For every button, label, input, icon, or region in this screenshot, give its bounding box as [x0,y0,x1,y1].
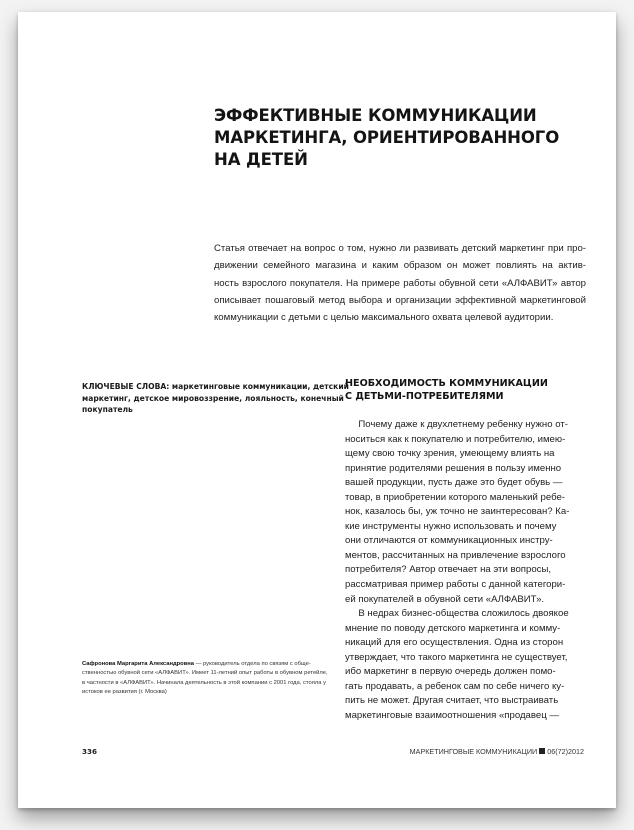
body-line: ибо маркетинг в первую очередь должен помо- [345,666,556,678]
section-heading-line: НЕОБХОДИМОСТЬ КОММУНИКАЦИИ [345,378,548,389]
section-heading-line: С ДЕТЬМИ-ПОТРЕБИТЕЛЯМИ [345,390,504,402]
keywords-block [82,381,349,416]
title-line: МАРКЕТИНГА, ОРИЕНТИРОВАННОГО [214,128,560,147]
author-name: Сафронова Маргарита Александровна [82,661,194,667]
author-note [82,660,328,697]
title-line: НА ДЕТЕЙ [214,150,308,169]
body-line: принятие родителями решения в пользу именно [345,462,562,474]
article-title [214,105,594,171]
author-note-line: ственностью обувной сети «АЛФАВИТ». Имеет 11-летний опыт работы в обувном ретейле, [82,670,328,677]
author-note-line: истоков ее развития (г. Москва) [82,688,167,695]
body-text-column [345,418,587,723]
keywords-line: покупатель [82,405,133,414]
body-line: ей покупателей в обувной сети «АЛФАВИТ». [345,593,545,605]
abstract-line: ность взрослого покупателя. На примере работы обувной сети «АЛФАВИТ» автор [214,277,586,289]
body-line: мнение по поводу детского маркетинга и комму- [345,622,561,634]
article-abstract [214,240,586,326]
abstract-line: описывает пошаговый метод выбора и организации эффективной маркетинговой [214,294,586,306]
body-line: вашей продукции, пусть даже это будет обувь — [345,477,563,489]
body-line: В недрах бизнес-общества сложилось двоякое [345,608,569,620]
author-note-line: в частности в «АЛФАВИТ». Начинала деятельность в этой компании с 2001 года, стояла у [82,679,326,686]
keywords-line: маркетинг, детское мировоззрение, лояльность, конечный [82,393,344,403]
page-number: 336 [82,747,98,756]
abstract-line: Статья отвечает на вопрос о том, нужно ли развивать детский маркетинг при про- [214,243,586,254]
body-line: щему свою точку зрения, умеющему влиять на [345,448,555,460]
keywords-line: КЛЮЧЕВЫЕ СЛОВА: маркетинговые коммуникации, детский [82,382,349,391]
body-line: товар, в приобретении которого маленький ребе- [345,491,565,503]
body-line: носиться как к покупателю и потребителю, имею- [345,433,566,445]
body-line: никаций для его осуществления. Одна из сторон [345,637,564,649]
body-line: ментов, рассчитанных на привлечение взрослого [345,549,566,561]
body-line: утверждает, что такого маркетинга не существует, [345,651,568,663]
body-line: гать продавать, а ребенок сам по себе ничего ку- [345,680,565,692]
body-line: нок, казалось бы, уж точно не заинтересован? Ка- [345,506,570,518]
journal-footer [410,747,584,756]
abstract-line: движении семейного магазина и каким образом он может повлиять на актив- [214,260,586,272]
journal-name: МАРКЕТИНГОВЫЕ КОММУНИКАЦИИ [409,747,538,756]
journal-issue: 06(72)2012 [547,747,584,756]
author-note-line [82,660,322,669]
abstract-line: коммуникации с детьми с целью максимального охвата целевой аудитории. [214,312,554,324]
body-line: рассматривая пример работы с данной категори- [345,579,566,591]
body-line: Почему даже к двухлетнему ребенку нужно от- [345,419,568,430]
body-line: они отличаются от коммуникационных инстру- [345,535,553,547]
body-line: потребителя? Автор отвечает на эти вопросы, [345,564,552,576]
body-line: пить не может. Другая считает, что выстраивать [345,695,559,707]
author-role: — руководитель отдела по связям с обще- [194,661,311,667]
body-line: кие инструменты нужно использовать и почему [345,520,557,532]
section-heading [345,378,595,403]
body-line: маркетинговые взаимоотношения «продавец — [345,709,559,721]
title-line: ЭФФЕКТИВНЫЕ КОММУНИКАЦИИ [214,106,537,125]
square-separator-icon [539,748,545,754]
